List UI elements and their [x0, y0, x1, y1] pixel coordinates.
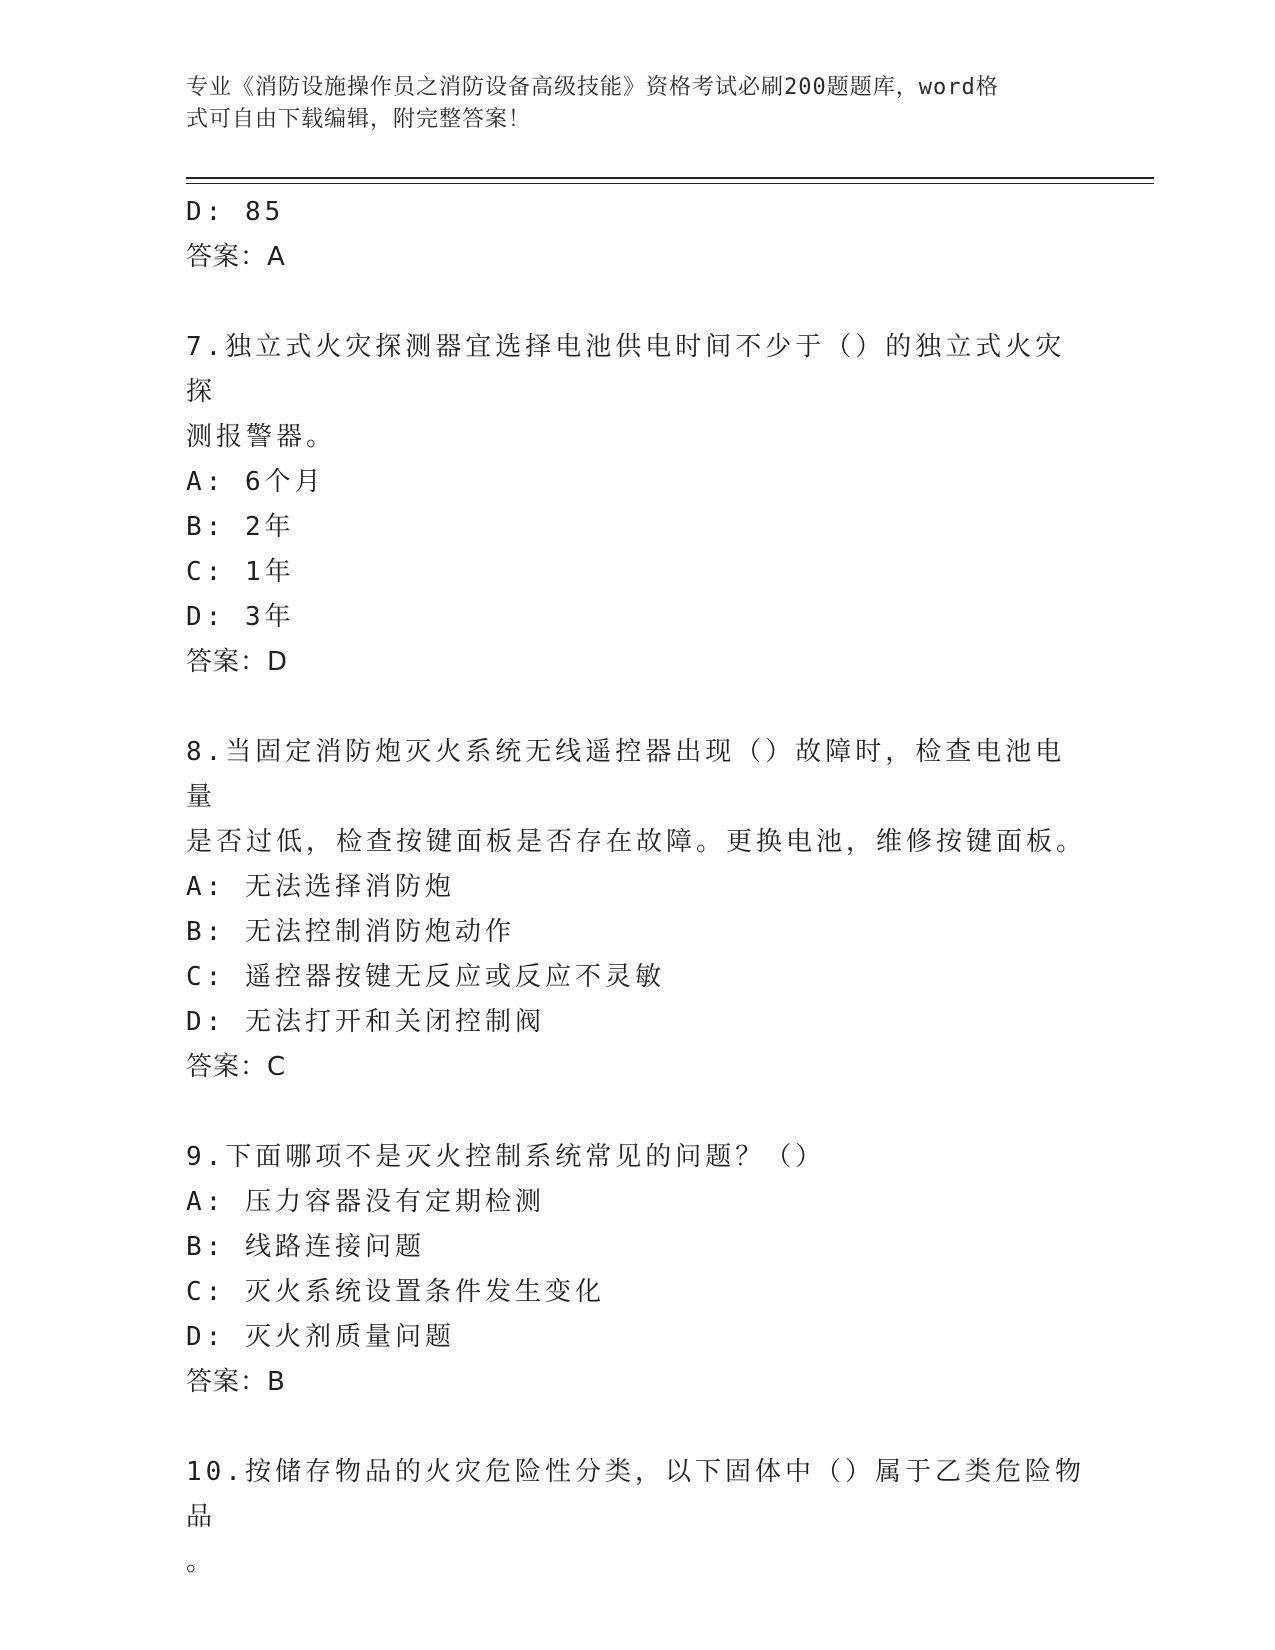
question-text-line-2: 测报警器。 [186, 422, 337, 452]
question-list [186, 190, 1086, 1585]
page-header [186, 72, 1066, 136]
question-10 [186, 1450, 1086, 1585]
question-text-line-2: 。 [186, 1547, 217, 1577]
header-line-1: 专业《消防设施操作员之消防设备高级技能》资格考试必刷200题题库，word格 [186, 75, 999, 100]
option-b: B: 线路连接问题 [186, 1232, 425, 1262]
option-d: D: 灭火剂质量问题 [186, 1322, 455, 1352]
option-a: A: 压力容器没有定期检测 [186, 1187, 545, 1217]
question-text-line-1: 10.按储存物品的火灾危险性分类，以下固体中（）属于乙类危险物品 [186, 1457, 1085, 1532]
option-d: D: 3年 [186, 602, 295, 632]
option-c: C: 灭火系统设置条件发生变化 [186, 1277, 605, 1307]
header-rule-thick [186, 177, 1154, 179]
option-b: B: 无法控制消防炮动作 [186, 917, 515, 947]
answer-line: 答案：B [186, 1367, 286, 1397]
question-text-line-2: 是否过低，检查按键面板是否存在故障。更换电池，维修按键面板。 [186, 827, 1087, 857]
answer-line: 答案：C [186, 1052, 287, 1082]
answer-line: 答案：A [186, 242, 286, 272]
question-text-line-1: 8.当固定消防炮灭火系统无线遥控器出现（）故障时，检查电池电量 [186, 737, 1066, 812]
question-8 [186, 730, 1086, 1090]
option-c: C: 1年 [186, 557, 295, 587]
answer-line: 答案：D [186, 647, 289, 677]
option-a: A: 无法选择消防炮 [186, 872, 455, 902]
option-d: D: 无法打开和关闭控制阀 [186, 1007, 545, 1037]
option-c: C: 遥控器按键无反应或反应不灵敏 [186, 962, 665, 992]
question-6-tail [186, 190, 1086, 280]
header-rule-thin [186, 183, 1154, 184]
header-line-2: 式可自由下载编辑，附完整答案！ [186, 107, 532, 132]
option-a: A: 6个月 [186, 467, 325, 497]
option-b: B: 2年 [186, 512, 295, 542]
question-text-line-1: 9.下面哪项不是灭火控制系统常见的问题？（） [186, 1142, 826, 1172]
question-9 [186, 1135, 1086, 1405]
question-7 [186, 325, 1086, 685]
question-text-line-1: 7.独立式火灾探测器宜选择电池供电时间不少于（）的独立式火灾探 [186, 332, 1066, 407]
option-d: D: 85 [186, 197, 285, 227]
